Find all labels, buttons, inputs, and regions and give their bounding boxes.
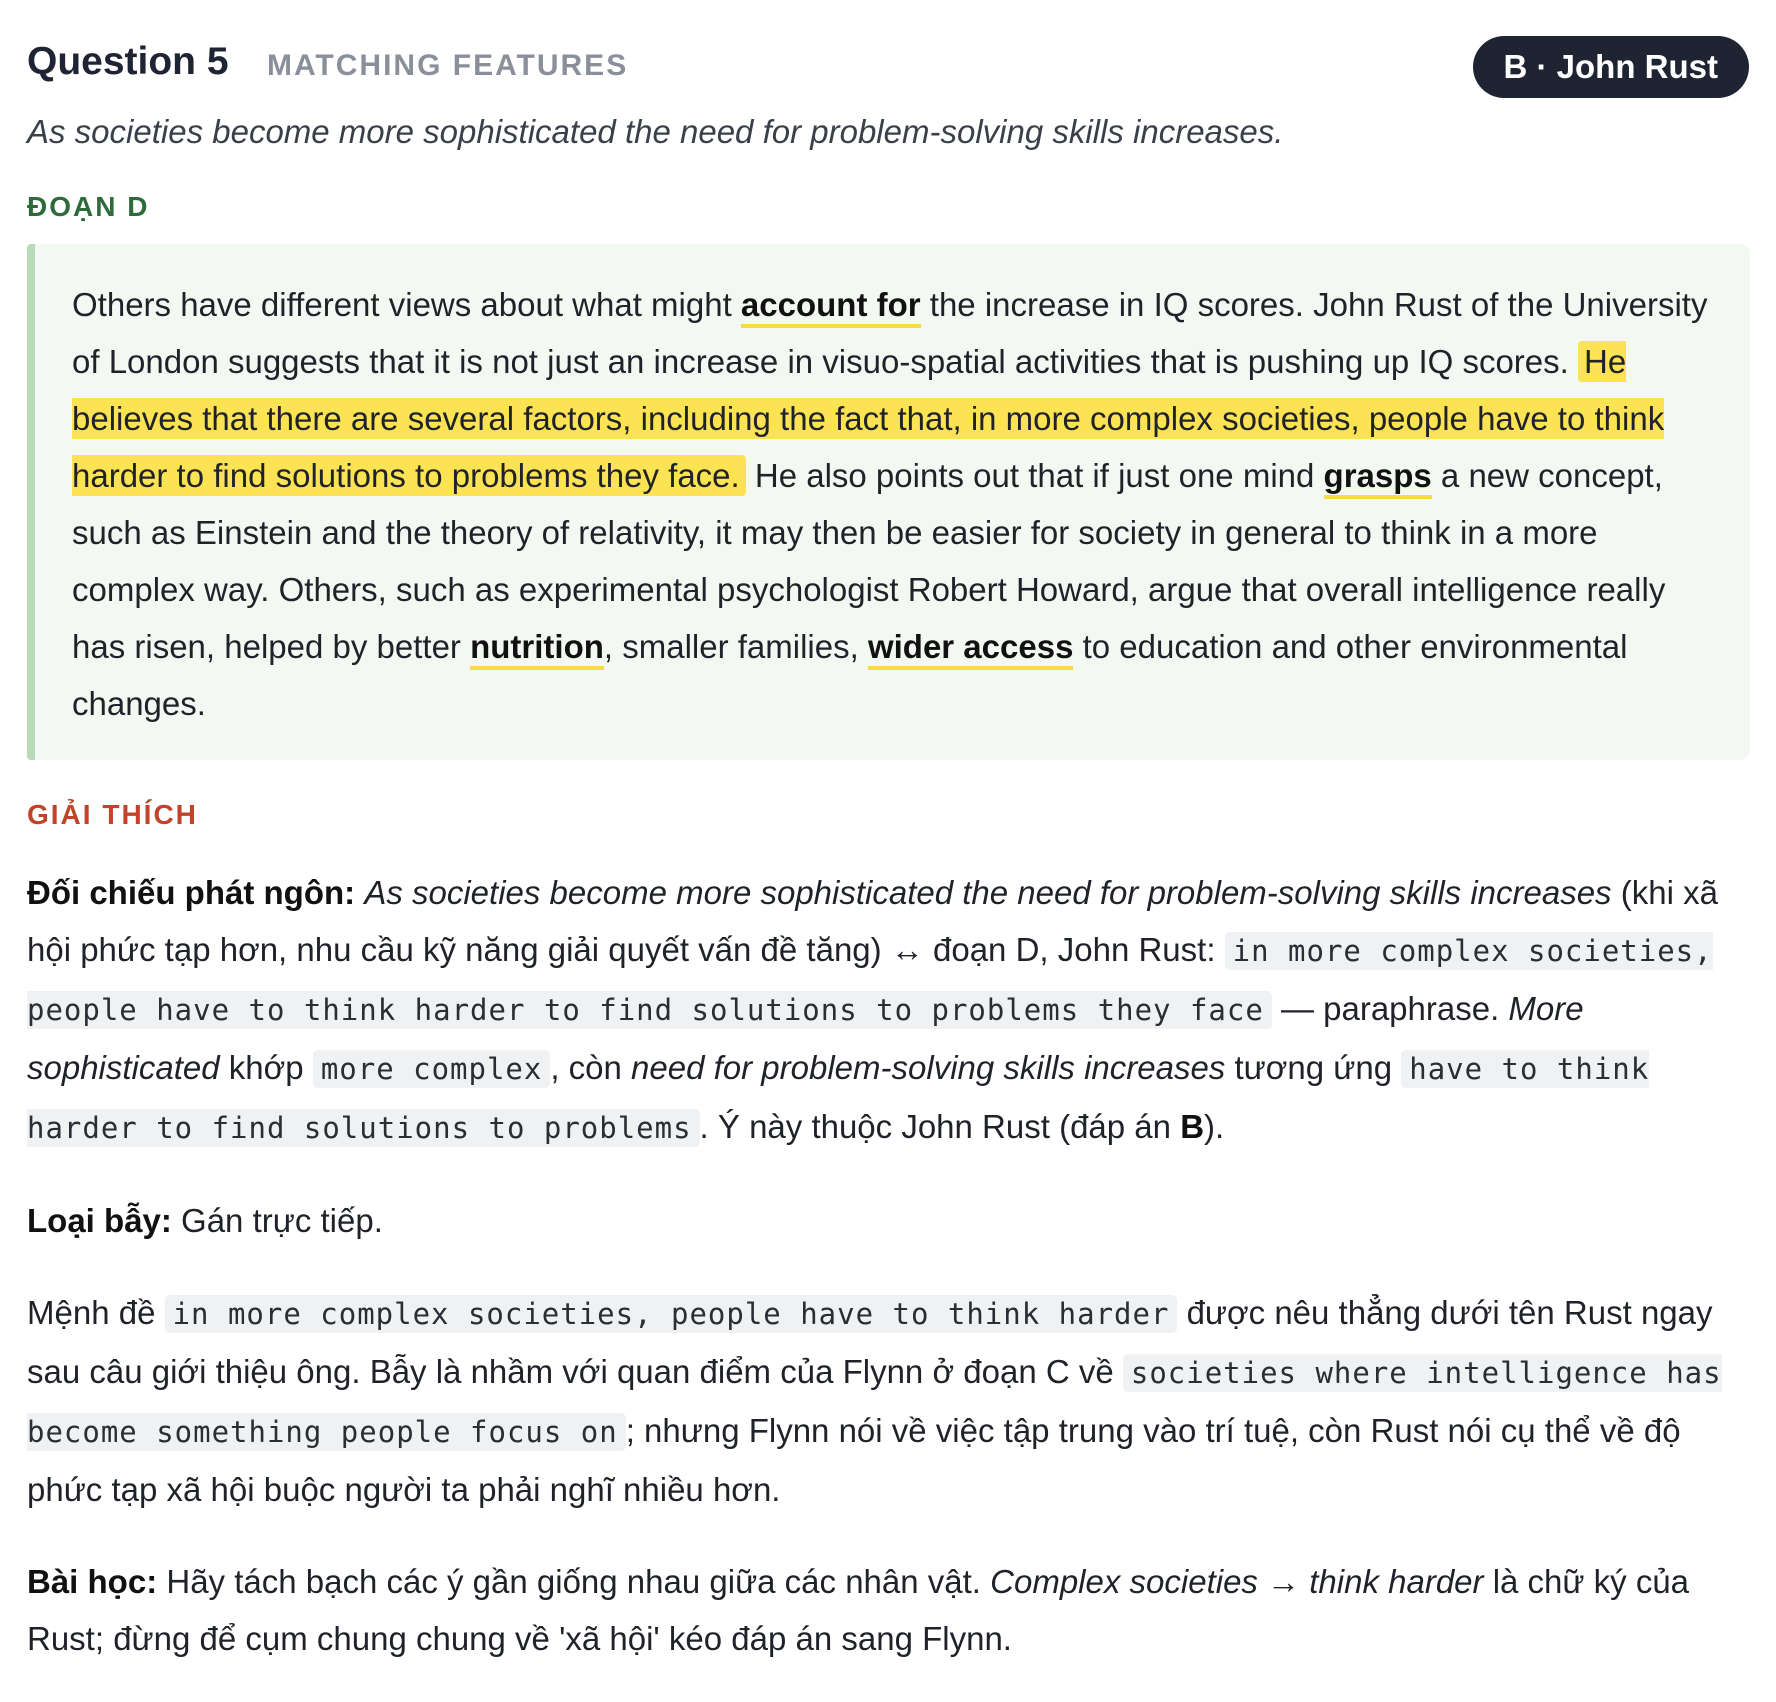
text-segment: ). <box>1204 1108 1225 1145</box>
explanation-paragraph-lesson <box>27 1553 1732 1667</box>
italic-phrase: need for problem-solving skills increases <box>631 1049 1226 1086</box>
question-header <box>27 36 1749 106</box>
passage-section-label: ĐOẠN D <box>27 191 150 222</box>
explanation-section-label: GIẢI THÍCH <box>27 799 198 830</box>
question-type-label: MATCHING FEATURES <box>267 49 629 82</box>
keyword-account-for: account for <box>741 286 921 328</box>
passage-text-segment: Others have different views about what might <box>72 286 741 323</box>
explanation-body <box>27 864 1732 1702</box>
text-segment: Mệnh đề <box>27 1294 165 1331</box>
passage-text <box>72 276 1712 732</box>
italic-phrase: As societies become more sophisticated the need for problem-solving skills increases <box>364 874 1612 911</box>
paragraph-heading: Loại bẫy: <box>27 1202 172 1239</box>
text-segment: (khi xã hội phức tạp hơn, nhu cầu kỹ năng giải quyết vấn đề tăng) ↔ đoạn D, John Rust: <box>27 874 1718 968</box>
text-segment: ; nhưng Flynn nói về việc tập trung vào trí tuệ, còn Rust nói cụ thể về độ phức tạp xã hội buộc người ta phải nghĩ nhiều hơn. <box>27 1412 1681 1508</box>
evidence-highlight: He believes that there are several factors, including the fact that, in more complex societies, people have to think harder to find solutions to problems they face. <box>72 343 1665 494</box>
quote-code: in more complex societies, people have to think harder <box>165 1295 1178 1333</box>
passage-text-segment: a new concept, such as Einstein and the theory of relativity, it may then be easier for society in general to think in a more complex way. Others, such as experimental psychologist Robert Howard, argue that overall intelligence really has risen, helped by better <box>72 457 1666 665</box>
explanation-paragraph-trap-type <box>27 1192 1732 1249</box>
quote-code: in more complex societies, people have to think harder to find solutions to problems they face <box>27 934 1713 1027</box>
keyword-wider-access: wider access <box>868 628 1073 670</box>
passage-text-segment: , smaller families, <box>603 628 868 665</box>
paragraph-heading: Đối chiếu phát ngôn: <box>27 874 356 911</box>
explanation-paragraph-matching <box>27 864 1732 1157</box>
italic-phrase: Complex societies → think harder <box>990 1563 1484 1600</box>
text-segment: Gán trực tiếp. <box>171 1202 383 1239</box>
passage-text-segment: to education and other environmental changes. <box>72 628 1628 722</box>
quote-code: more complex <box>313 1050 551 1088</box>
explanation-paragraph-trap-detail <box>27 1284 1732 1518</box>
passage-text-segment: the increase in IQ scores. John Rust of the University of London suggests that it is not just an increase in visuo-spatial activities that is pushing up IQ scores. <box>72 286 1708 380</box>
paragraph-heading: Bài học: <box>27 1563 158 1600</box>
question-title: Question 5 <box>27 40 229 83</box>
passage-text-segment: He also points out that if just one mind <box>745 457 1324 494</box>
keyword-nutrition: nutrition <box>470 628 604 670</box>
quote-code: societies where intelligence has become something people focus on <box>27 1356 1722 1449</box>
text-segment: là chữ ký của Rust; đừng để cụm chung chung về 'xã hội' kéo đáp án sang Flynn. <box>27 1563 1690 1657</box>
text-segment: — paraphrase. <box>1271 990 1509 1027</box>
answer-letter: B <box>1180 1108 1205 1145</box>
text-segment: được nêu thẳng dưới tên Rust ngay sau câu giới thiệu ông. Bẫy là nhầm với quan điểm của Flynn ở đoạn C về <box>27 1294 1713 1390</box>
text-segment: . Ý này thuộc John Rust (đáp án <box>699 1108 1181 1145</box>
text-segment: khớp <box>219 1049 313 1086</box>
answer-badge: B · John Rust <box>1473 36 1749 98</box>
quote-code: have to think harder to find solutions to problems <box>27 1052 1650 1145</box>
text-segment: , còn <box>550 1049 632 1086</box>
italic-phrase: More sophisticated <box>27 990 1584 1086</box>
text-segment: Hãy tách bạch các ý gần giống nhau giữa các nhân vật. <box>157 1563 991 1600</box>
keyword-grasps: grasps <box>1324 457 1432 499</box>
text-segment: tương ứng <box>1225 1049 1402 1086</box>
question-statement: As societies become more sophisticated the need for problem-solving skills increases. <box>27 113 1284 150</box>
